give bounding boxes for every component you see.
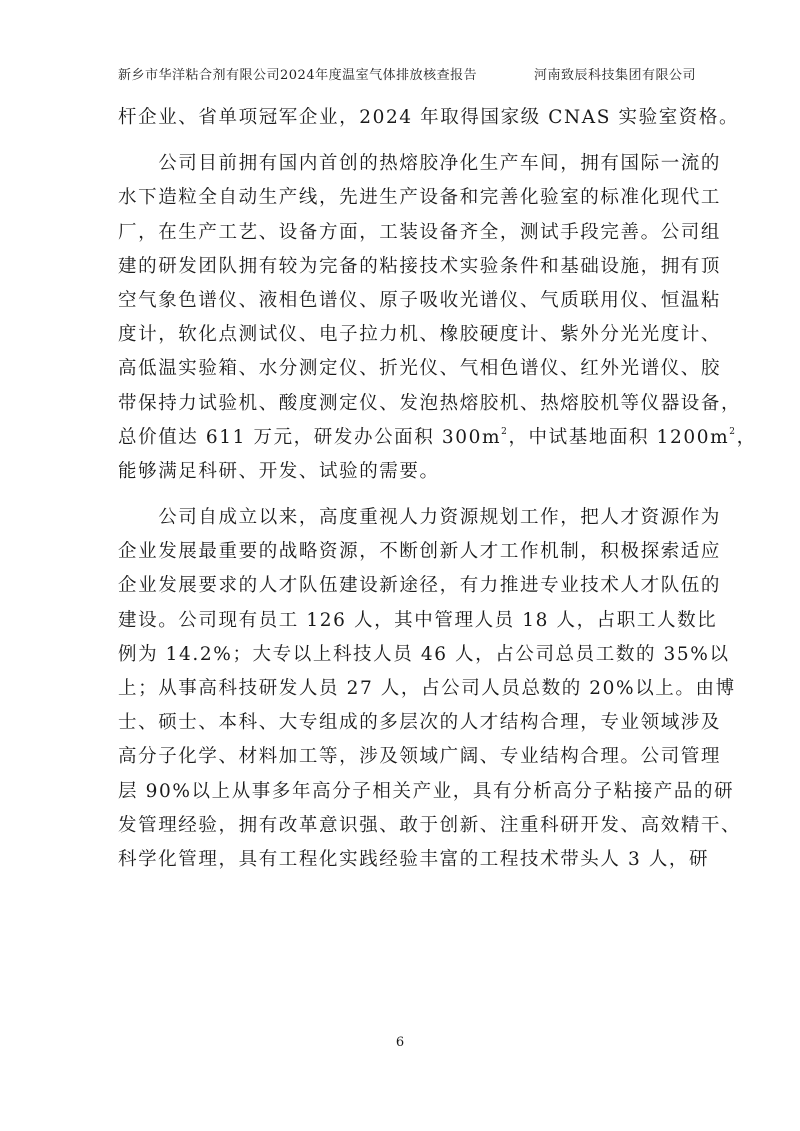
header-report-title: 新乡市华洋粘合剂有限公司2024年度温室气体排放核查报告	[118, 68, 478, 83]
text-line: 发管理经验，拥有改革意识强、敢于创新、注重科研开发、高效精干、	[118, 814, 742, 836]
text-line: 例为 14.2%；大专以上科技人员 46 人，占公司总员工数的 35%以	[118, 643, 730, 665]
running-header	[118, 64, 696, 84]
text-line: 厂，在生产工艺、设备方面，工装设备齐全，测试手段完善。公司组	[118, 221, 722, 243]
text-line-area: 总价值达 611 万元，研发办公面积 $300m^2$，中试基地面积 $1200m^2$，	[118, 426, 757, 448]
text-line: 建设。公司现有员工 126 人，其中管理人员 18 人，占职工人数比	[118, 609, 718, 631]
text-line: 公司自成立以来，高度重视人力资源规划工作，把人才资源作为	[118, 507, 722, 529]
text-line: 空气象色谱仪、液相色谱仪、原子吸收光谱仪、气质联用仪、恒温粘	[118, 289, 722, 311]
text-line: 水下造粒全自动生产线，先进生产设备和完善化验室的标准化现代工	[118, 187, 722, 209]
paragraph-facilities	[118, 147, 757, 489]
text-line: 高低温实验箱、水分测定仪、折光仪、气相色谱仪、红外光谱仪、胶	[118, 358, 722, 380]
text-line: 企业发展要求的人才队伍建设新途径，有力推进专业技术人才队伍的	[118, 575, 722, 597]
text-line: 高分子化学、材料加工等，涉及领域广阔、专业结构合理。公司管理	[118, 746, 722, 768]
text-line: 杆企业、省单项冠军企业，2024 年取得国家级 CNAS 实验室资格。	[118, 107, 740, 128]
document-body	[118, 101, 757, 877]
page-number: 6	[395, 1035, 405, 1050]
header-company-name: 河南致辰科技集团有限公司	[533, 68, 696, 83]
text-line: 建的研发团队拥有较为完备的粘接技术实验条件和基础设施，拥有顶	[118, 255, 722, 277]
text-line: 企业发展最重要的战略资源，不断创新人才工作机制，积极探索适应	[118, 541, 722, 563]
text-line: 科学化管理，具有工程化实践经验丰富的工程技术带头人 3 人，研	[118, 848, 710, 870]
text-line: 公司目前拥有国内首创的热熔胶净化生产车间，拥有国际一流的	[118, 153, 722, 175]
text-line: 度计，软化点测试仪、电子拉力机、橡胶硬度计、紫外分光光度计、	[118, 324, 722, 346]
text-line: 上；从事高科技研发人员 27 人，占公司人员总数的 20%以上。由博	[118, 678, 736, 699]
text-line: 层 90%以上从事多年高分子相关产业，具有分析高分子粘接产品的研	[118, 780, 735, 802]
paragraph-human-resources	[118, 501, 742, 877]
text-line: 士、硕士、本科、大专组成的多层次的人才结构合理，专业领域涉及	[118, 712, 722, 734]
text-line: 带保持力试验机、酸度测定仪、发泡热熔胶机、热熔胶机等仪器设备，	[118, 392, 742, 414]
text-line: 能够满足科研、开发、试验的需要。	[118, 460, 440, 482]
